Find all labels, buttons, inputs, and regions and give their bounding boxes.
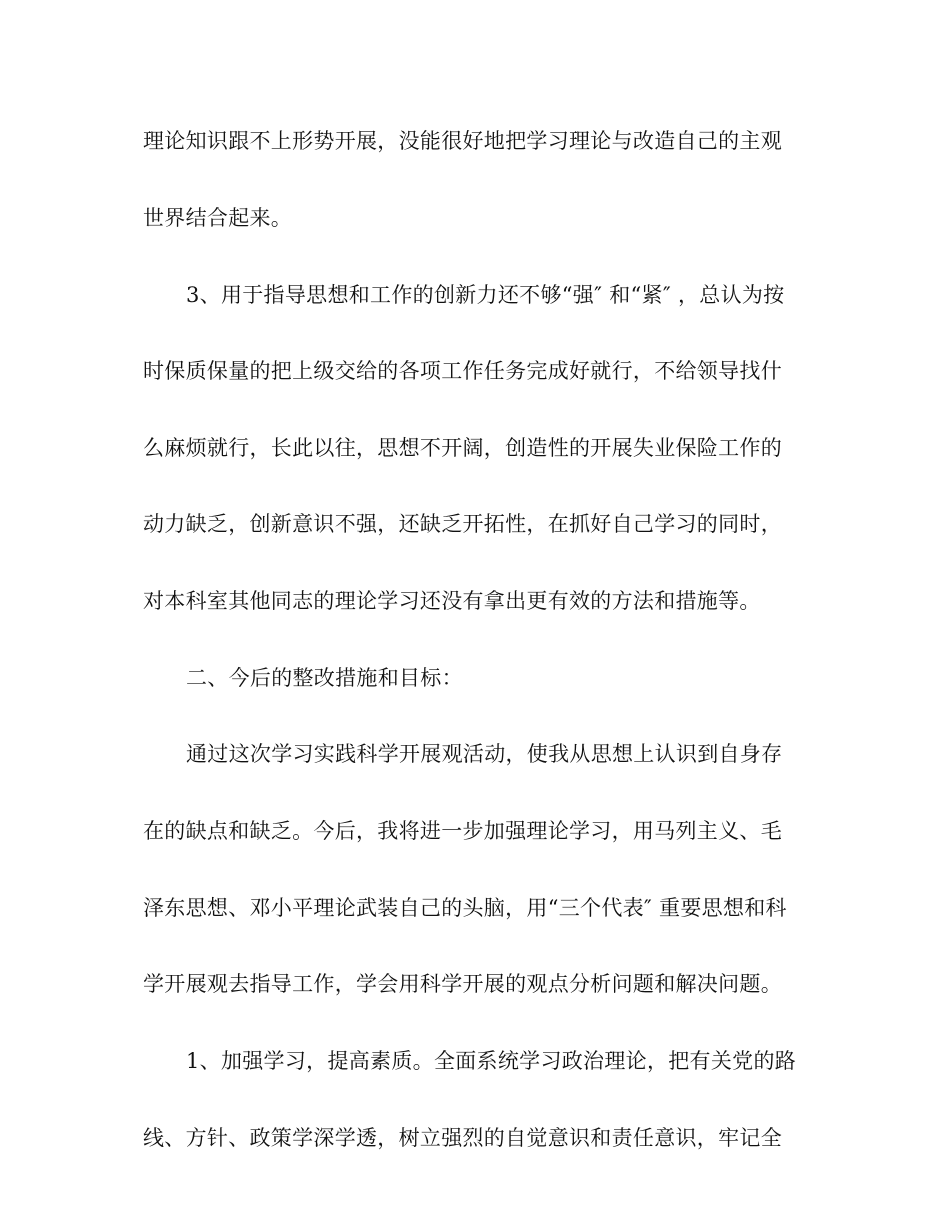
paragraph-line: 1、加强学习，提高素质。全面系统学习政治理论，把有关党的路 [186,1049,797,1073]
section-heading: 二、今后的整改措施和目标： [186,666,463,690]
text-line: 学开展观去指导工作，学会用科学开展的观点分析问题和解决问题。 [143,972,782,996]
text-line: 泽东思想、邓小平理论武装自己的头脑，用“三个代表″ 重要思想和科 [143,896,787,920]
text-line: 对本科室其他同志的理论学习还没有拿出更有效的方法和措施等。 [143,589,761,613]
text-line: 世界结合起来。 [143,206,293,230]
text-line: 理论知识跟不上形势开展，没能很好地把学习理论与改造自己的主观 [143,129,782,153]
text-line: 动力缺乏，创新意识不强，还缺乏开拓性，在抓好自己学习的同时， [143,512,782,536]
paragraph-line: 通过这次学习实践科学开展观活动，使我从思想上认识到自身存 [186,742,783,766]
paragraph-line: 3、用于指导思想和工作的创新力还不够“强″ 和“紧″ ，总认为按 [186,283,785,307]
text-line: 么麻烦就行，长此以往，思想不开阔，创造性的开展失业保险工作的 [143,436,782,460]
text-line: 时保质保量的把上级交给的各项工作任务完成好就行，不给领导找什 [143,359,782,383]
text-line: 在的缺点和缺乏。今后，我将进一步加强理论学习，用马列主义、毛 [143,819,782,843]
text-line: 线、方针、政策学深学透，树立强烈的自觉意识和责任意识，牢记全 [143,1126,782,1150]
